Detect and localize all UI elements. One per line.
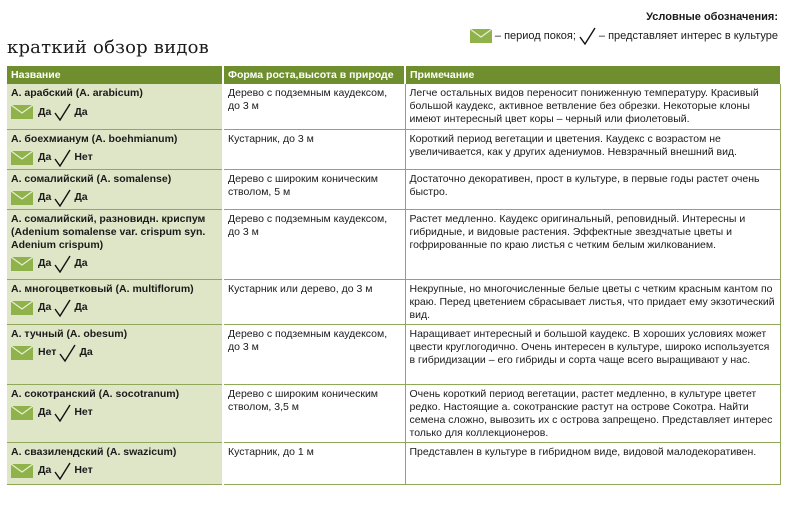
- growth-form-cell: Кустарник, до 1 м: [223, 442, 405, 484]
- checkmark-icon: [54, 404, 71, 422]
- interest-value: Нет: [74, 151, 93, 163]
- interest-value: Да: [79, 346, 93, 358]
- dormancy-value: Нет: [38, 346, 57, 358]
- envelope-icon: [11, 151, 33, 165]
- species-marks: [11, 189, 218, 207]
- dormancy-value: Да: [38, 257, 52, 269]
- species-marks: [11, 255, 218, 273]
- header-name: Название: [7, 66, 223, 84]
- note-cell: Короткий период вегетации и цветения. Каудекс с возрастом не увеличивается, как у других адениумов. Невзрачный внешний вид.: [405, 129, 780, 169]
- species-table: [7, 66, 781, 485]
- species-cell: [7, 129, 223, 169]
- species-name: А. тучный (A. obesum): [11, 327, 128, 340]
- table-header-row: [7, 66, 780, 84]
- envelope-icon: [11, 464, 33, 478]
- legend-dormancy-label: – период покоя;: [494, 30, 576, 42]
- envelope-icon: [11, 301, 33, 315]
- checkmark-icon: [54, 255, 71, 273]
- dormancy-value: Да: [38, 406, 52, 418]
- checkmark-icon: [54, 103, 71, 121]
- species-name: А. свазилендский (A. swazicum): [11, 445, 177, 458]
- species-name: А. арабский (A. arabicum): [11, 87, 143, 99]
- species-name: А. многоцветковый (A. multiflorum): [11, 282, 194, 295]
- growth-form-cell: Дерево с широким коническим стволом, 5 м: [223, 169, 405, 209]
- envelope-icon: [11, 191, 33, 205]
- checkmark-icon: [54, 462, 71, 480]
- growth-form-cell: Кустарник, до 3 м: [223, 129, 405, 169]
- table-row: [7, 169, 780, 209]
- checkmark-icon: [54, 189, 71, 207]
- interest-value: Да: [74, 191, 88, 203]
- envelope-icon: [11, 406, 33, 420]
- envelope-icon: [11, 346, 33, 360]
- growth-form-cell: Дерево с широким коническим стволом, 3,5 м: [223, 384, 405, 442]
- interest-value: Нет: [74, 464, 93, 476]
- species-cell: [7, 84, 223, 129]
- table-row: [7, 279, 780, 324]
- note-cell: Легче остальных видов переносит пониженную температуру. Красивый большой каудекс, активное ветвление без обрезки. Некоторые клоны имеют интересный цвет коры – черный или фиолетовый.: [405, 84, 780, 129]
- dormancy-value: Да: [38, 105, 52, 118]
- species-marks: [11, 103, 218, 121]
- species-marks: [11, 404, 218, 422]
- checkmark-icon: [54, 299, 71, 317]
- legend-title: Условные обозначения:: [646, 11, 778, 23]
- species-name: А. боехмианум (A. boehmianum): [11, 132, 178, 145]
- growth-form-cell: Дерево с подземным каудексом, до 3 м: [223, 209, 405, 279]
- species-cell: [7, 209, 223, 279]
- interest-value: Нет: [74, 406, 93, 418]
- species-cell: [7, 279, 223, 324]
- dormancy-value: Да: [38, 151, 52, 163]
- dormancy-value: Да: [38, 301, 52, 313]
- note-cell: Достаточно декоративен, прост в культуре, в первые годы растет очень быстро.: [405, 169, 780, 209]
- table-row: [7, 209, 780, 279]
- species-name: А. сомалийский, разновидн. криспум (Adenium somalense var. crispum syn. Adenium crispum): [11, 212, 206, 251]
- interest-value: Да: [74, 105, 88, 118]
- envelope-icon: [470, 29, 492, 43]
- checkmark-icon: [579, 27, 596, 45]
- legend-interest-label: – представляет интерес в культуре: [598, 30, 778, 42]
- checkmark-icon: [59, 344, 76, 362]
- interest-value: Да: [74, 301, 88, 313]
- dormancy-value: Да: [38, 191, 52, 203]
- interest-value: Да: [74, 257, 88, 269]
- note-cell: Представлен в культуре в гибридном виде, видовой малодекоративен.: [405, 442, 780, 484]
- envelope-icon: [11, 105, 33, 119]
- checkmark-icon: [54, 149, 71, 167]
- species-name: А. сомалийский (A. somalense): [11, 172, 172, 185]
- species-name: А. сокотранский (A. socotranum): [11, 387, 180, 400]
- table-row: [7, 442, 780, 484]
- table-row: [7, 384, 780, 442]
- header-form: Форма роста,высота в природе: [223, 66, 405, 84]
- species-cell: [7, 384, 223, 442]
- species-cell: [7, 324, 223, 384]
- growth-form-cell: Кустарник или дерево, до 3 м: [223, 279, 405, 324]
- legend: [470, 27, 778, 45]
- growth-form-cell: Дерево с подземным каудексом, до 3 м: [223, 324, 405, 384]
- table-row: [7, 324, 780, 384]
- species-marks: [11, 149, 218, 167]
- note-cell: Некрупные, но многочисленные белые цветы с четким красным кантом по краю. Перед цветением сбрасывает листья, что придает ему экзотический вид.: [405, 279, 780, 324]
- envelope-icon: [11, 257, 33, 271]
- dormancy-value: Да: [38, 464, 52, 476]
- note-cell: Растет медленно. Каудекс оригинальный, реповидный. Интересны и гибридные, и видовые растения. Эффектные звездчатые цветы и гофрированные по краю листья с четким белым жилкованием.: [405, 209, 780, 279]
- species-marks: [11, 344, 218, 362]
- header-note: Примечание: [405, 66, 780, 84]
- species-cell: [7, 169, 223, 209]
- growth-form-cell: Дерево с подземным каудексом, до 3 м: [223, 84, 405, 129]
- species-cell: [7, 442, 223, 484]
- page-title: краткий обзор видов: [7, 37, 209, 58]
- species-marks: [11, 299, 218, 317]
- species-marks: [11, 462, 218, 480]
- table-row: [7, 129, 780, 169]
- note-cell: Наращивает интересный и большой каудекс. В хороших условиях может цвести круглогодично. Очень интересен в культуре, широко используется в гибридизации – его гибриды и сорта чаще всего выращивают у нас.: [405, 324, 780, 384]
- table-row: [7, 84, 780, 129]
- note-cell: Очень короткий период вегетации, растет медленно, в культуре цветет редко. Настоящие а. сокотранские растут на острове Сокотра. Найти семена сложно, вывозить их с острова запрещено. Представляет интерес только для коллекционеров.: [405, 384, 780, 442]
